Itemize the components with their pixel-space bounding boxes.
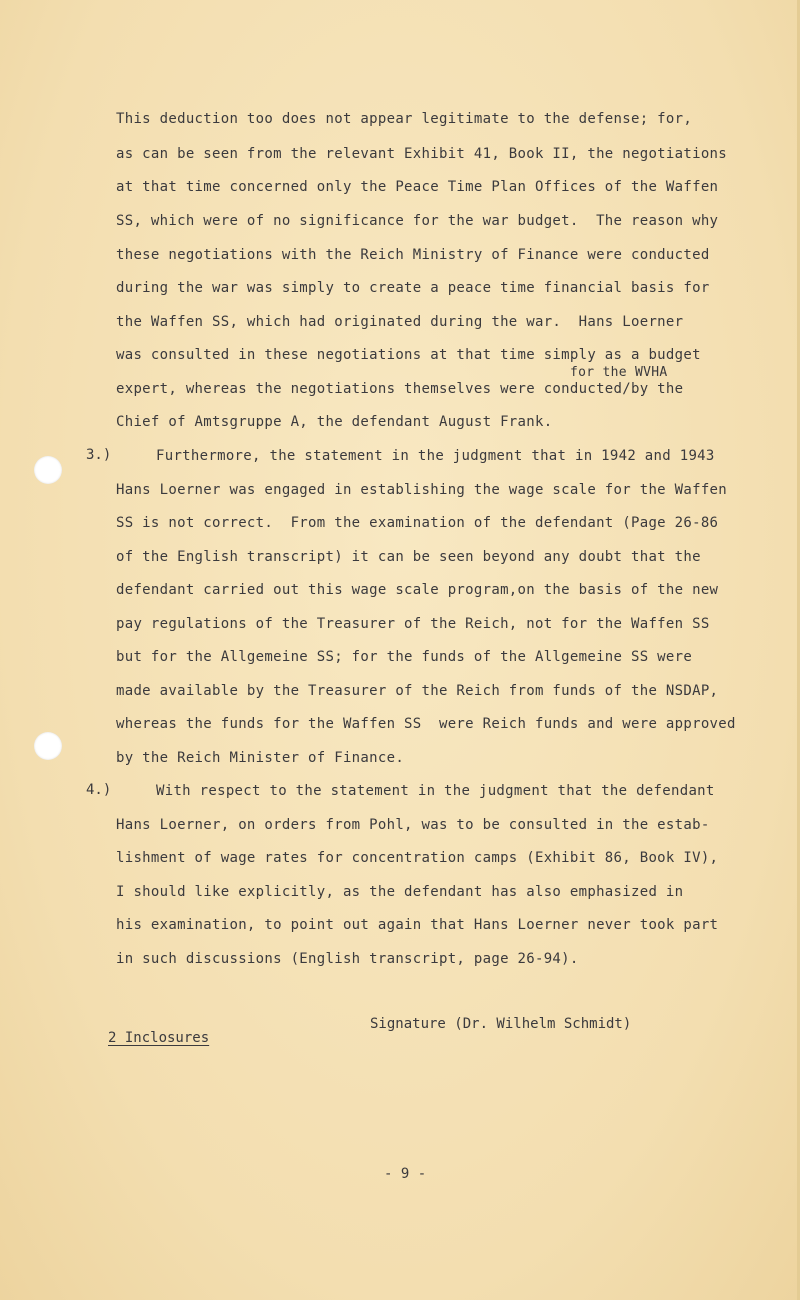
text-line: during the war was simply to create a peace time financial basis for — [116, 280, 710, 296]
text-line: With respect to the statement in the judgment that the defendant — [156, 783, 715, 799]
punch-hole-bottom — [34, 732, 62, 760]
text-line: I should like explicitly, as the defendant has also emphasized in — [116, 884, 684, 900]
text-line: SS, which were of no significance for the war budget. The reason why — [116, 213, 719, 229]
enclosures-note: 2 Inclosures — [108, 1030, 210, 1046]
text-line: his examination, to point out again that Hans Loerner never took part — [116, 917, 719, 933]
text-line: SS is not correct. From the examination of the defendant (Page 26-86 — [116, 515, 719, 531]
text-line: pay regulations of the Treasurer of the Reich, not for the Waffen SS — [116, 616, 710, 632]
text-line: Furthermore, the statement in the judgment that in 1942 and 1943 — [156, 448, 715, 464]
text-line: as can be seen from the relevant Exhibit 41, Book II, the negotiations — [116, 146, 728, 162]
handwritten-insertion: for the WVHA — [570, 365, 668, 380]
signature-line: Signature (Dr. Wilhelm Schmidt) — [370, 1016, 632, 1032]
text-line: lishment of wage rates for concentration camps (Exhibit 86, Book IV), — [116, 850, 719, 866]
text-line: these negotiations with the Reich Ministry of Finance were conducted — [116, 247, 710, 263]
text-line: made available by the Treasurer of the Reich from funds of the NSDAP, — [116, 683, 719, 699]
page-number: - 9 - — [384, 1166, 427, 1182]
text-line: defendant carried out this wage scale program,on the basis of the new — [116, 582, 719, 598]
text-line: at that time concerned only the Peace Time Plan Offices of the Waffen — [116, 179, 719, 195]
text-line: Hans Loerner, on orders from Pohl, was to be consulted in the estab- — [116, 817, 710, 833]
text-line: the Waffen SS, which had originated during the war. Hans Loerner — [116, 314, 684, 330]
text-line: whereas the funds for the Waffen SS were Reich funds and were approved — [116, 716, 736, 732]
text-line: Chief of Amtsgruppe A, the defendant August Frank. — [116, 414, 553, 430]
text-line: Hans Loerner was engaged in establishing the wage scale for the Waffen — [116, 482, 728, 498]
section-number: 4.) — [86, 782, 112, 798]
text-line: by the Reich Minister of Finance. — [116, 750, 405, 766]
text-line: of the English transcript) it can be seen beyond any doubt that the — [116, 549, 701, 565]
text-line: expert, whereas the negotiations themselves were conducted/by the — [116, 381, 684, 397]
text-line: but for the Allgemeine SS; for the funds of the Allgemeine SS were — [116, 649, 693, 665]
text-line: in such discussions (English transcript, page 26-94). — [116, 951, 579, 967]
section-number: 3.) — [86, 447, 112, 463]
text-line: was consulted in these negotiations at that time simply as a budget — [116, 347, 701, 363]
punch-hole-top — [34, 456, 62, 484]
text-line: This deduction too does not appear legitimate to the defense; for, — [116, 111, 693, 127]
